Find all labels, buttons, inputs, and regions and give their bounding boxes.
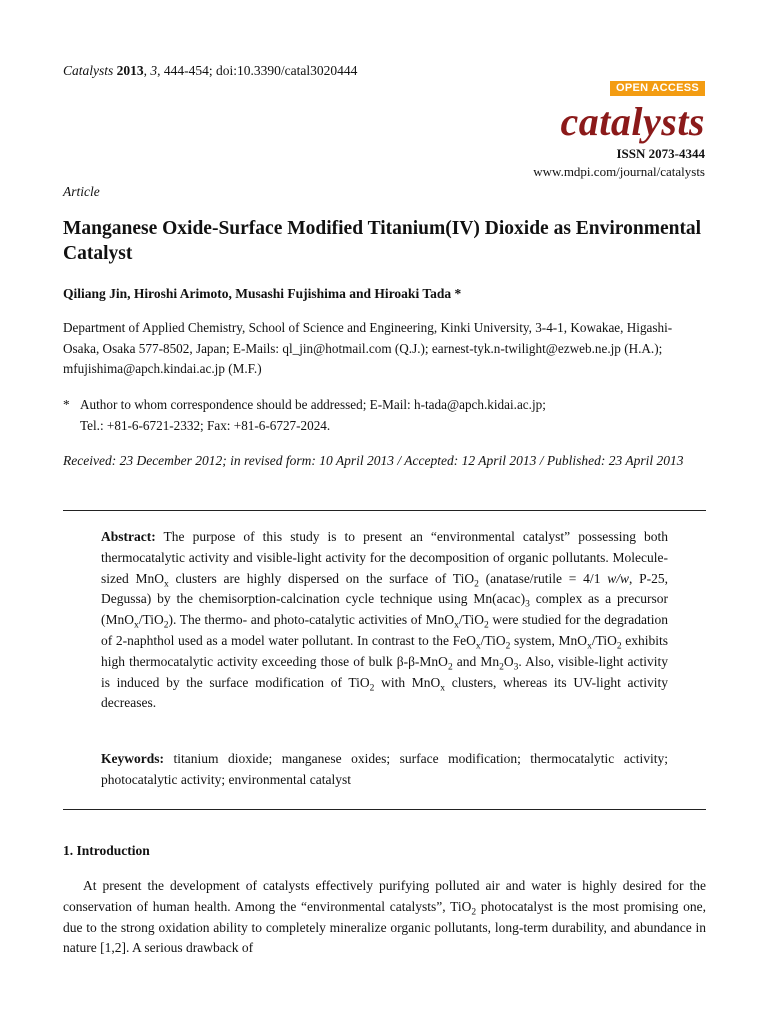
citation-journal: Catalysts <box>63 63 114 78</box>
abstract-text: ). The thermo- and photo-catalytic activities of MnO <box>168 612 455 628</box>
corr-star: * <box>63 397 70 412</box>
subscript: 2 <box>474 579 479 590</box>
intro-text: At present the development of catalysts effectively purifying polluted air and water is highly desired for the conservation of human health. Among the “environmental catalysts”, TiO <box>63 878 706 914</box>
abstract-text: , P-25, Degussa) by the chemisorption-calcination cycle technique using Mn(acac) <box>101 570 668 607</box>
journal-url[interactable]: www.mdpi.com/journal/catalysts <box>533 164 705 179</box>
keywords-text: titanium dioxide; manganese oxides; surface modification; thermocatalytic activity; photocatalytic activity; environmental catalyst <box>101 751 668 787</box>
abstract-text: /TiO <box>458 612 484 628</box>
abstract-text: exhibits high thermocatalytic activity exceeding those of bulk β-β-MnO <box>101 632 668 669</box>
subscript: 2 <box>163 620 169 631</box>
abstract-text: . Also, visible-light activity is induced by the surface modification of TiO <box>101 653 669 690</box>
subscript: 3 <box>513 662 519 673</box>
affiliation: Department of Applied Chemistry, School of Science and Engineering, Kinki University, 3-4-1, Kowakae, Higashi-Osaka, Osaka 577-8502, Japan; E-Mails: ql_jin@hotmail.com (Q.J.); earnest-tyk.n-twilight@ezweb.ne.jp (H.A.); mfujishima@apch.kindai.ac.jp (M.F.) <box>63 320 673 376</box>
abstract-text: O <box>503 653 514 669</box>
abstract-text: /TiO <box>480 632 506 648</box>
citation-line: Catalysts 2013, 3, 444-454; doi:10.3390/catal3020444 <box>63 63 358 78</box>
abstract-text: with MnO <box>374 674 441 690</box>
subscript: x <box>164 579 169 590</box>
keywords <box>101 749 668 791</box>
correspondence-note <box>63 395 708 436</box>
abstract-italic: w/w <box>607 570 629 586</box>
subscript: x <box>587 641 592 652</box>
divider-bottom <box>63 809 706 810</box>
author-list: Qiliang Jin, Hiroshi Arimoto, Musashi Fujishima and Hiroaki Tada * <box>63 286 462 301</box>
citation-year: 2013 <box>116 63 144 78</box>
article-title: Manganese Oxide-Surface Modified Titanium(IV) Dioxide as Environmental Catalyst <box>63 218 702 264</box>
journal-logo: catalysts <box>560 99 705 144</box>
abstract-text: The purpose of this study is to present an “environmental catalyst” possessing both thermocatalytic activity and visible-light activity for the decomposition of organic pollutants. Molecule-sized MnO <box>101 529 668 586</box>
abstract-text: /TiO <box>591 632 617 648</box>
abstract <box>101 527 668 714</box>
subscript: 2 <box>483 620 489 631</box>
subscript: 2 <box>616 641 622 652</box>
subscript: 3 <box>525 600 530 611</box>
subscript: x <box>134 620 139 631</box>
abstract-text: and Mn <box>452 653 500 669</box>
divider-top <box>63 510 706 511</box>
article-type: Article <box>63 184 100 199</box>
issn: ISSN 2073-4344 <box>616 146 705 161</box>
corr-line-2: Tel.: +81-6-6721-2332; Fax: +81-6-6727-2024. <box>80 417 331 433</box>
abstract-text: were studied for the degradation of 2-naphthol used as a model water pollutant. In contrast to the FeO <box>101 612 668 648</box>
subscript: x <box>440 683 446 694</box>
subscript: 2 <box>471 907 477 918</box>
subscript: 2 <box>447 662 453 673</box>
open-access-badge: OPEN ACCESS <box>610 81 705 96</box>
abstract-label: Abstract: <box>101 529 156 544</box>
subscript: 2 <box>499 662 504 673</box>
abstract-text: (anatase/rutile = 4/1 <box>478 570 608 586</box>
citation-volume: 3 <box>150 63 158 78</box>
abstract-text: system, MnO <box>510 632 588 648</box>
abstract-text: clusters are highly dispersed on the surface of TiO <box>168 570 475 586</box>
subscript: 2 <box>369 683 375 694</box>
citation-doi: , 444-454; doi:10.3390/catal3020444 <box>157 63 358 78</box>
abstract-text: complex as a precursor (MnO <box>101 591 668 628</box>
publication-dates: Received: 23 December 2012; in revised form: 10 April 2013 / Accepted: 12 April 2013 / Published: 23 April 2013 <box>63 453 684 468</box>
subscript: x <box>454 620 459 631</box>
abstract-text: /TiO <box>138 612 164 628</box>
subscript: 2 <box>505 641 511 652</box>
section-heading-introduction: 1. Introduction <box>63 843 150 858</box>
keywords-label: Keywords: <box>101 751 164 766</box>
intro-text: photocatalyst is the most promising one, due to the strong oxidation ability to completely mineralize organic pollutants, long-term durability, and abundance in nature [1,2]. A serious drawback of <box>63 898 706 956</box>
subscript: x <box>475 641 481 652</box>
corr-line-1: Author to whom correspondence should be addressed; E-Mail: h-tada@apch.kidai.ac.jp; <box>80 397 546 412</box>
introduction-paragraph <box>63 876 706 959</box>
abstract-text: clusters, whereas its UV-light activity decreases. <box>101 674 668 711</box>
